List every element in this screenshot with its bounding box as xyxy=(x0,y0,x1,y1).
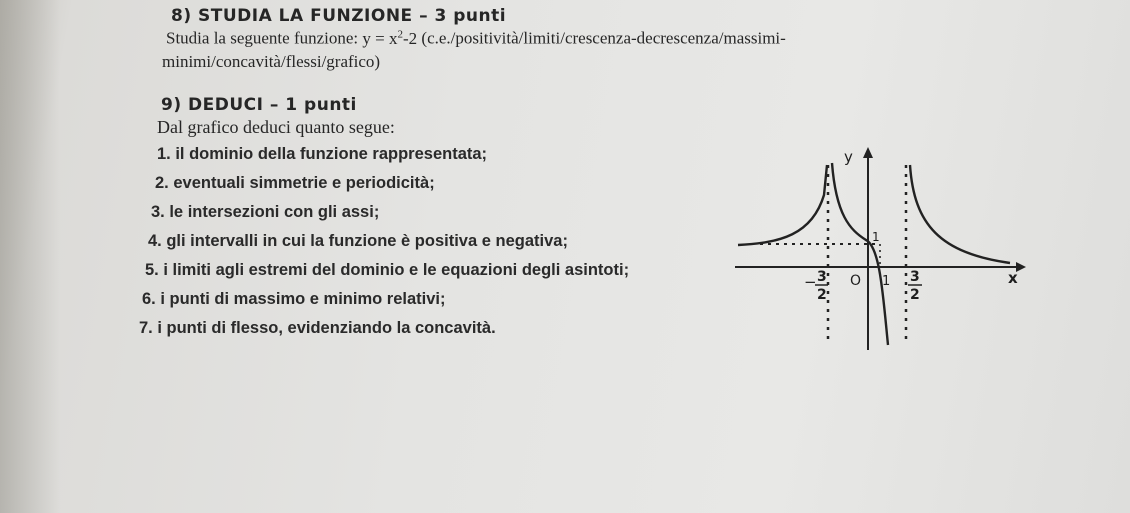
svg-text:2: 2 xyxy=(910,287,920,303)
section-8-title: 8) STUDIA LA FUNZIONE – 3 punti xyxy=(171,6,507,26)
section-8-topics-1: (c.e./positività/limiti/crescenza-decrescenza/massimi- xyxy=(421,28,786,48)
svg-text:−: − xyxy=(804,273,817,291)
pos-three-halves-label xyxy=(908,269,922,303)
section-8-topics-2: minimi/concavità/flessi/grafico) xyxy=(162,52,381,71)
x-one-label: 1 xyxy=(882,274,891,289)
y-one-label: 1 xyxy=(872,230,880,244)
origin-label: O xyxy=(850,273,862,289)
section-9-title: 9) DEDUCI – 1 punti xyxy=(161,95,357,115)
page-edge-shadow xyxy=(0,0,60,513)
list-item: 6. i punti di massimo e minimo relativi; xyxy=(142,290,446,308)
curve-middle-branch xyxy=(832,163,891,345)
curve-right-branch xyxy=(910,165,1010,263)
y-axis-label: y xyxy=(844,148,853,166)
list-item: 1. il dominio della funzione rappresentata; xyxy=(157,145,488,163)
neg-three-halves-label xyxy=(804,269,828,303)
list-item: 3. le intersezioni con gli assi; xyxy=(151,203,380,221)
curve-left-branch xyxy=(738,165,827,245)
list-item: 2. eventuali simmetrie e periodicità; xyxy=(155,174,435,192)
y-axis-arrow-icon xyxy=(863,147,873,158)
list-item: 7. i punti di flesso, evidenziando la concavità. xyxy=(139,319,496,337)
section-8-intro-line xyxy=(166,28,786,49)
list-item: 5. i limiti agli estremi del dominio e le equazioni degli asintoti; xyxy=(145,261,630,279)
svg-text:3: 3 xyxy=(910,269,920,285)
function-formula: $y = x^2-2$ xyxy=(362,28,418,48)
svg-text:3: 3 xyxy=(817,269,827,285)
x-axis-label: x xyxy=(1008,269,1018,287)
svg-text:2: 2 xyxy=(817,287,827,303)
list-item: 4. gli intervalli in cui la funzione è positiva e negativa; xyxy=(148,232,568,250)
section-9-intro: Dal grafico deduci quanto segue: xyxy=(157,117,395,137)
section-8-intro: Studia la seguente funzione: xyxy=(166,28,359,48)
function-graph xyxy=(720,135,1040,355)
